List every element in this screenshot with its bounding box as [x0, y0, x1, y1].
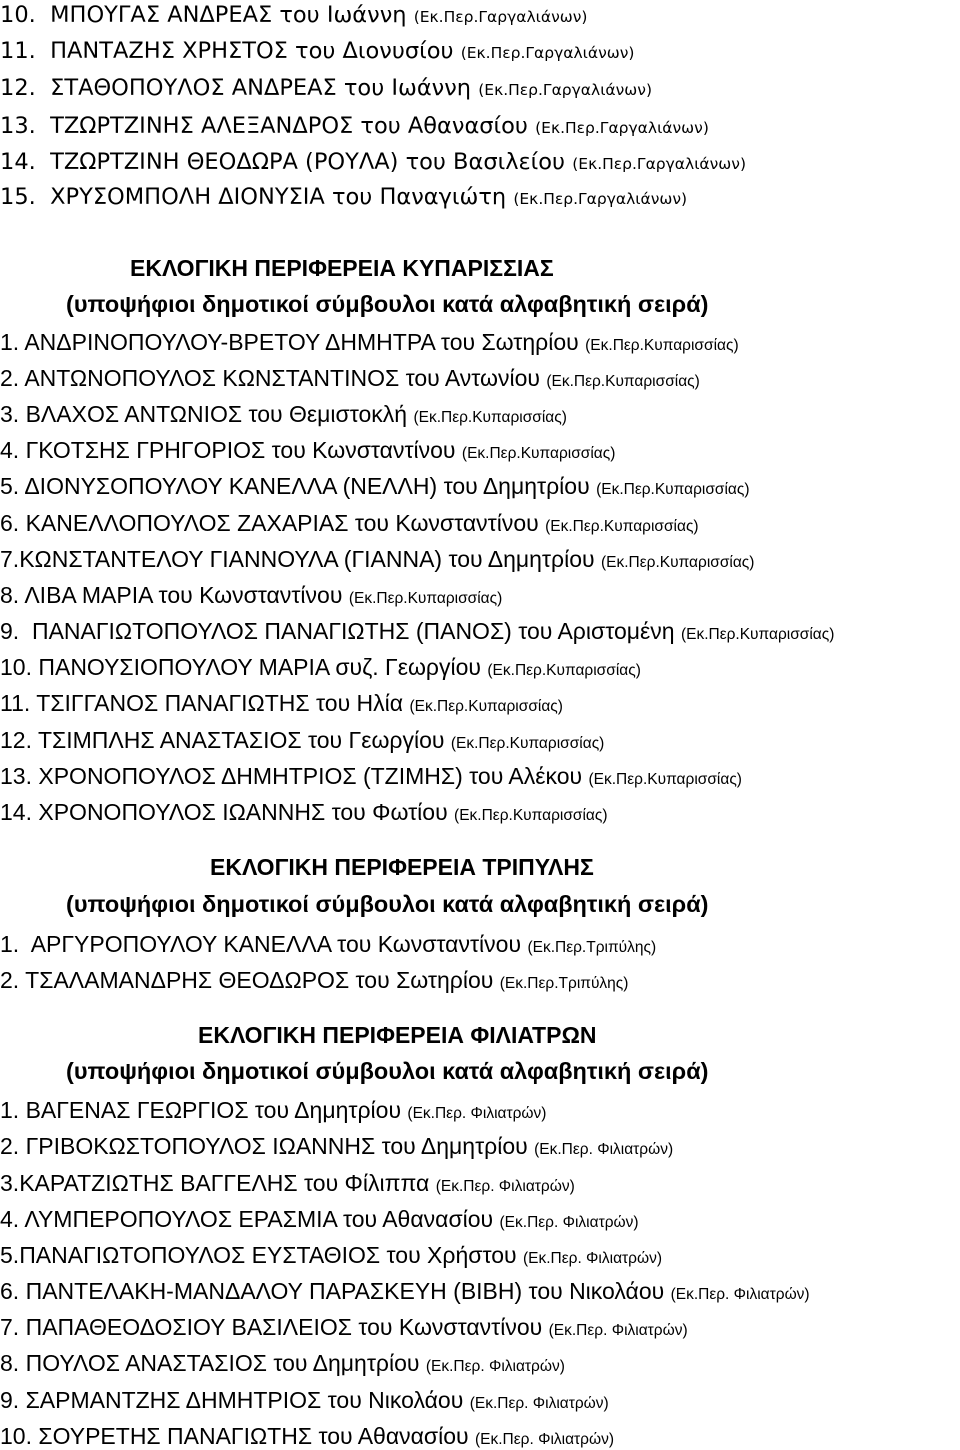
- list-item: [0, 729, 604, 752]
- item-number: 7.: [0, 546, 20, 572]
- list-item: [0, 1172, 575, 1195]
- item-district: (Εκ.Περ. Φιλιατρών): [522, 1250, 662, 1267]
- item-name: ΧΡΟΝΟΠΟΥΛΟΣ ΙΩΑΝΝΗΣ του Φωτίου: [38, 799, 448, 825]
- section-title: ΕΚΛΟΓΙΚΗ ΠΕΡΙΦΕΡΕΙΑ ΦΙΛΙΑΤΡΩΝ: [198, 1022, 597, 1048]
- item-number: 6.: [0, 1278, 20, 1304]
- item-name: ΑΝΤΩΝΟΠΟΥΛΟΣ ΚΩΝΣΤΑΝΤΙΝΟΣ του Αντωνίου: [24, 365, 540, 391]
- item-number: 13.: [0, 763, 32, 789]
- item-number: 5.: [0, 1242, 20, 1268]
- item-district: (Εκ.Περ.Γαργαλιάνων): [460, 44, 635, 62]
- item-number: 1.: [0, 1097, 20, 1123]
- item-district: (Εκ.Περ.Τριπύλης): [527, 939, 657, 956]
- item-number: 14.: [0, 149, 36, 175]
- item-name: ΑΡΓΥΡΟΠΟΥΛΟΥ ΚΑΝΕΛΛΑ του Κωνσταντίνου: [30, 931, 522, 957]
- item-name: ΣΟΥΡΕΤΗΣ ΠΑΝΑΓΙΩΤΗΣ του Αθανασίου: [38, 1423, 469, 1449]
- item-name: ΠΑΠΑΘΕΟΔΟΣΙΟΥ ΒΑΣΙΛΕΙΟΣ του Κωνσταντίνου: [25, 1314, 543, 1340]
- item-name: ΠΟΥΛΟΣ ΑΝΑΣΤΑΣΙΟΣ του Δημητρίου: [25, 1350, 420, 1376]
- item-name: ΤΣΙΜΠΛΗΣ ΑΝΑΣΤΑΣΙΟΣ του Γεωργίου: [37, 727, 445, 753]
- item-number: 2.: [0, 967, 20, 993]
- item-number: 3.: [0, 1170, 20, 1196]
- list-item: [0, 1352, 565, 1375]
- item-name: ΧΡΟΝΟΠΟΥΛΟΣ ΔΗΜΗΤΡΙΟΣ (ΤΖΙΜΗΣ) του Αλέκου: [38, 763, 583, 789]
- item-number: 11.: [0, 690, 31, 716]
- item-name: ΤΣΑΛΑΜΑΝΔΡΗΣ ΘΕΟΔΩΡΟΣ του Σωτηρίου: [25, 967, 494, 993]
- item-number: 1.: [0, 931, 20, 957]
- list-item: [0, 584, 502, 607]
- section-title: ΕΚΛΟΓΙΚΗ ΠΕΡΙΦΕΡΕΙΑ ΚΥΠΑΡΙΣΣΙΑΣ: [130, 255, 554, 281]
- section-subtitle: (υποψήφιοι δημοτικοί σύμβουλοι κατά αλφαβητική σειρά): [66, 891, 709, 917]
- item-name: ΤΖΩΡΤΖΙΝΗΣ ΑΛΕΞΑΝΔΡΟΣ του Αθανασίου: [50, 113, 528, 139]
- item-name: ΠΑΝΤΑΖΗΣ ΧΡΗΣΤΟΣ του Διονυσίου: [50, 38, 454, 64]
- item-name: ΓΚΟΤΣΗΣ ΓΡΗΓΟΡΙΟΣ του Κωνσταντίνου: [25, 437, 456, 463]
- item-district: (Εκ.Περ.Τριπύλης): [499, 975, 629, 992]
- item-number: 11.: [0, 38, 36, 64]
- item-district: (Εκ.Περ. Φιλιατρών): [407, 1105, 547, 1122]
- item-number: 9.: [0, 1387, 20, 1413]
- item-number: 8.: [0, 582, 20, 608]
- item-name: ΠΑΝΑΓΙΩΤΟΠΟΥΛΟΣ ΠΑΝΑΓΙΩΤΗΣ (ΠΑΝΟΣ) του Αριστομένη: [31, 618, 675, 644]
- item-number: 2.: [0, 1133, 20, 1159]
- item-name: ΣΤΑΘΟΠΟΥΛΟΣ ΑΝΔΡΕΑΣ του Ιωάννη: [50, 75, 472, 101]
- item-number: 3.: [0, 401, 20, 427]
- list-item: [0, 1135, 673, 1158]
- list-item: [0, 115, 709, 138]
- item-district: (Εκ.Περ.Γαργαλιάνων): [513, 190, 688, 208]
- list-item: [0, 656, 641, 679]
- list-item: [0, 1316, 688, 1339]
- list-item: [0, 403, 567, 426]
- item-number: 5.: [0, 473, 20, 499]
- item-district: (Εκ.Περ.Γαργαλιάνων): [535, 119, 709, 137]
- item-number: 7.: [0, 1314, 20, 1340]
- list-item: [0, 77, 652, 100]
- item-number: 9.: [0, 618, 20, 644]
- list-item: [0, 1208, 639, 1231]
- item-name: ΤΖΩΡΤΖΙΝΗ ΘΕΟΔΩΡΑ (ΡΟΥΛΑ) του Βασιλείου: [50, 149, 566, 175]
- item-name: ΔΙΟΝΥΣΟΠΟΥΛΟΥ ΚΑΝΕΛΛΑ (ΝΕΛΛΗ) του Δημητρίου: [24, 473, 590, 499]
- item-district: (Εκ.Περ. Φιλιατρών): [435, 1178, 575, 1195]
- item-name: ΧΡΥΣΟΜΠΟΛΗ ΔΙΟΝΥΣΙΑ του Παναγιώτη: [50, 184, 507, 210]
- list-item: [0, 367, 700, 390]
- list-item: [0, 331, 739, 354]
- item-district: (Εκ.Περ. Φιλιατρών): [548, 1322, 688, 1339]
- list-item: [0, 548, 754, 571]
- list-item: [0, 1280, 810, 1303]
- list-item: [0, 1389, 609, 1412]
- list-item: [0, 1099, 546, 1122]
- list-item: [0, 1244, 662, 1267]
- item-district: (Εκ.Περ.Γαργαλιάνων): [413, 8, 588, 26]
- item-number: 10.: [0, 654, 32, 680]
- item-district: (Εκ.Περ. Φιλιατρών): [499, 1214, 639, 1231]
- item-name: ΒΛΑΧΟΣ ΑΝΤΩΝΙΟΣ του Θεμιστοκλή: [25, 401, 408, 427]
- item-district: (Εκ.Περ. Φιλιατρών): [534, 1141, 674, 1158]
- item-name: ΠΑΝΟΥΣΙΟΠΟΥΛΟΥ ΜΑΡΙΑ συζ. Γεωργίου: [38, 654, 481, 680]
- list-item: [0, 40, 634, 63]
- list-item: [0, 475, 750, 498]
- list-item: [0, 1425, 614, 1448]
- item-district: (Εκ.Περ.Γαργαλιάνων): [572, 155, 746, 173]
- item-name: ΑΝΔΡΙΝΟΠΟΥΛΟΥ-ΒΡΕΤΟΥ ΔΗΜΗΤΡΑ του Σωτηρίου: [24, 329, 579, 355]
- list-item: [0, 151, 746, 174]
- item-name: ΣΑΡΜΑΝΤΖΗΣ ΔΗΜΗΤΡΙΟΣ του Νικολάου: [25, 1387, 464, 1413]
- item-number: 10.: [0, 1423, 32, 1449]
- item-district: (Εκ.Περ. Φιλιατρών): [425, 1358, 565, 1375]
- list-item: [0, 620, 834, 643]
- item-number: 15.: [0, 184, 36, 210]
- list-item: [0, 692, 563, 715]
- item-number: 12.: [0, 75, 36, 101]
- item-number: 2.: [0, 365, 20, 391]
- item-district: (Εκ.Περ.Κυπαρισσίας): [454, 807, 608, 824]
- item-name: ΚΑΝΕΛΛΟΠΟΥΛΟΣ ΖΑΧΑΡΙΑΣ του Κωνσταντίνου: [25, 510, 539, 536]
- item-name: ΛΥΜΠΕΡΟΠΟΥΛΟΣ ΕΡΑΣΜΙΑ του Αθανασίου: [24, 1206, 494, 1232]
- item-name: ΒΑΓΕΝΑΣ ΓΕΩΡΓΙΟΣ του Δημητρίου: [25, 1097, 402, 1123]
- item-district: (Εκ.Περ.Κυπαρισσίας): [588, 771, 742, 788]
- item-number: 8.: [0, 1350, 20, 1376]
- item-district: (Εκ.Περ.Κυπαρισσίας): [545, 518, 699, 535]
- item-number: 4.: [0, 437, 20, 463]
- list-item: [0, 186, 687, 209]
- list-item: [0, 4, 587, 27]
- item-number: 12.: [0, 727, 32, 753]
- item-district: (Εκ.Περ.Κυπαρισσίας): [596, 481, 750, 498]
- item-district: (Εκ.Περ.Κυπαρισσίας): [461, 445, 616, 462]
- item-name: ΠΑΝΤΕΛΑΚΗ-ΜΑΝΔΑΛΟΥ ΠΑΡΑΣΚΕΥΗ (ΒΙΒΗ) του Νικολάου: [25, 1278, 665, 1304]
- item-number: 10.: [0, 2, 36, 28]
- item-number: 6.: [0, 510, 20, 536]
- item-district: (Εκ.Περ.Κυπαρισσίας): [585, 337, 739, 354]
- item-district: (Εκ.Περ.Κυπαρισσίας): [546, 373, 700, 390]
- item-name: ΛΙΒΑ ΜΑΡΙΑ του Κωνσταντίνου: [24, 582, 343, 608]
- list-item: [0, 801, 608, 824]
- item-number: 1.: [0, 329, 20, 355]
- item-district: (Εκ.Περ. Φιλιατρών): [469, 1395, 609, 1412]
- section-subtitle: (υποψήφιοι δημοτικοί σύμβουλοι κατά αλφαβητική σειρά): [66, 1058, 709, 1084]
- item-number: 14.: [0, 799, 32, 825]
- item-district: (Εκ.Περ. Φιλιατρών): [670, 1286, 810, 1303]
- item-name: ΠΑΝΑΓΙΩΤΟΠΟΥΛΟΣ ΕΥΣΤΑΘΙΟΣ του Χρήστου: [19, 1242, 517, 1268]
- item-number: 13.: [0, 113, 36, 139]
- item-name: ΚΩΝΣΤΑΝΤΕΛΟΥ ΓΙΑΝΝΟΥΛΑ (ΓΙΑΝΝΑ) του Δημητρίου: [19, 546, 595, 572]
- list-item: [0, 765, 742, 788]
- item-name: ΤΣΙΓΓΑΝΟΣ ΠΑΝΑΓΙΩΤΗΣ του Ηλία: [36, 690, 404, 716]
- item-district: (Εκ.Περ.Κυπαρισσίας): [600, 554, 755, 571]
- item-district: (Εκ.Περ.Κυπαρισσίας): [450, 735, 605, 752]
- list-item: [0, 933, 656, 956]
- item-district: (Εκ.Περ.Κυπαρισσίας): [348, 590, 503, 607]
- list-item: [0, 969, 628, 992]
- item-district: (Εκ.Περ.Γαργαλιάνων): [478, 81, 652, 99]
- item-name: ΜΠΟΥΓΑΣ ΑΝΔΡΕΑΣ του Ιωάννη: [50, 2, 407, 28]
- item-number: 4.: [0, 1206, 20, 1232]
- item-district: (Εκ.Περ.Κυπαρισσίας): [680, 626, 835, 643]
- item-district: (Εκ.Περ.Κυπαρισσίας): [487, 662, 641, 679]
- item-district: (Εκ.Περ. Φιλιατρών): [475, 1431, 615, 1448]
- section-subtitle: (υποψήφιοι δημοτικοί σύμβουλοι κατά αλφαβητική σειρά): [66, 291, 709, 317]
- item-name: ΓΡΙΒΟΚΩΣΤΟΠΟΥΛΟΣ ΙΩΑΝΝΗΣ του Δημητρίου: [25, 1133, 528, 1159]
- list-item: [0, 439, 615, 462]
- item-name: ΚΑΡΑΤΖΙΩΤΗΣ ΒΑΓΓΕΛΗΣ του Φίλιππα: [19, 1170, 430, 1196]
- list-item: [0, 512, 699, 535]
- section-title: ΕΚΛΟΓΙΚΗ ΠΕΡΙΦΕΡΕΙΑ ΤΡΙΠΥΛΗΣ: [210, 854, 594, 880]
- item-district: (Εκ.Περ.Κυπαρισσίας): [409, 698, 563, 715]
- item-district: (Εκ.Περ.Κυπαρισσίας): [413, 409, 567, 426]
